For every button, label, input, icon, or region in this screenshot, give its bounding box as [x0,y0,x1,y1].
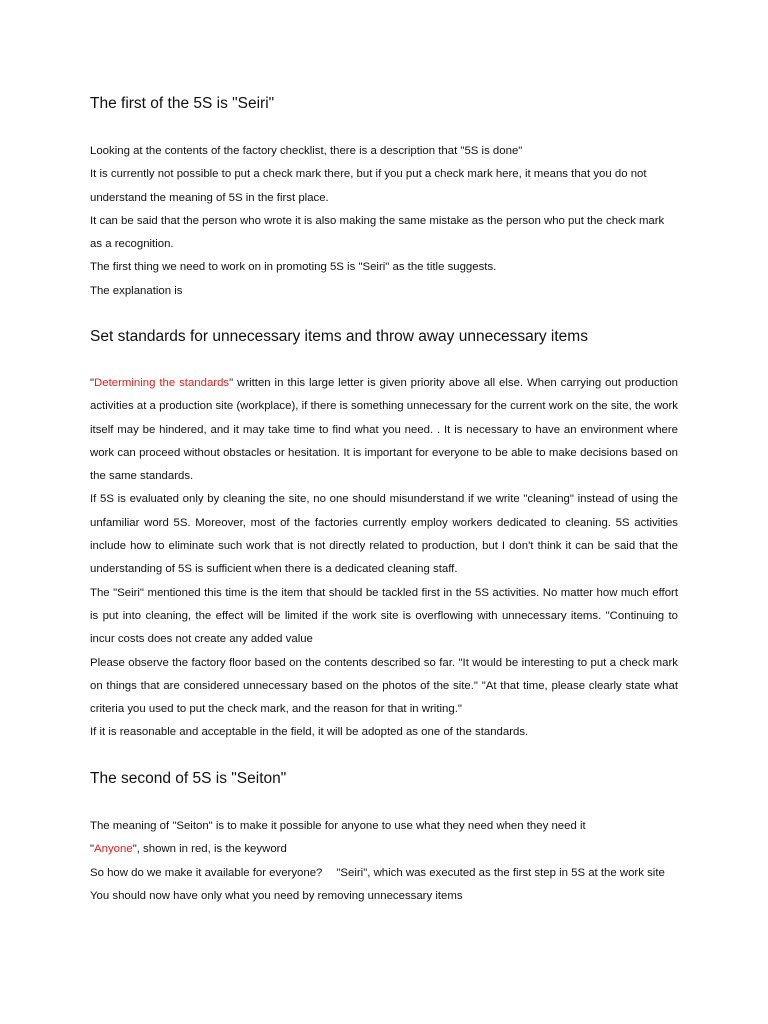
paragraph: Please observe the factory floor based on the contents described so far. "It would be interesting to put a check mark on things that are considered unnecessary based on the photos of the site." "At that time, please clearly state what criteria you used to put the check mark, and the reason for that in writing." [90,656,678,716]
paragraph-text: " written in this large letter is given priority above all else. When carrying out production activities at a production site (workplace), if there is something unnecessary for the current work on the site, the work itself may be hindered, and it may take time to find what you need. . It is necessary to have an environment where work can proceed without obstacles or hesitation. It is important for everyone to be able to make decisions based on the same standards. [90,377,678,483]
paragraph: If it is reasonable and acceptable in the field, it will be adopted as one of the standards. [90,726,529,739]
highlight-keyword: Anyone [94,843,133,856]
section-heading-standards: Set standards for unnecessary items and throw away unnecessary items [90,328,588,345]
section-heading-seiri: The first of the 5S is "Seiri" [90,95,275,112]
question-text: So how do we make it available for everyone? [90,866,323,879]
paragraph: You should now have only what you need by removing unnecessary items [90,889,463,902]
paragraph-question [90,862,678,885]
paragraph: If 5S is evaluated only by cleaning the site, no one should misunderstand if we write "cleaning" instead of using the unfamiliar word 5S. Moreover, most of the factories currently employ workers dedicated to cleaning. 5S activities include how to eliminate such work that is not directly related to production, but I don't think it can be said that the understanding of 5S is sufficient when there is a dedicated cleaning staff. [90,493,678,576]
paragraph: The first thing we need to work on in promoting 5S is "Seiri" as the title suggests. [90,261,497,274]
section-body-standards [90,372,678,745]
section-body-seiri [90,140,678,303]
section-body-seiton [90,815,678,908]
section-heading-seiton: The second of 5S is "Seiton" [90,770,287,787]
paragraph-text: ", shown in red, is the keyword [132,843,287,856]
paragraph: Looking at the contents of the factory checklist, there is a description that "5S is done" [90,145,523,157]
quote-mark: " [90,377,95,389]
paragraph-standards-intro [90,372,678,488]
answer-text: "Seiri", which was executed as the first step in 5S at the work site [336,866,665,879]
paragraph-anyone [90,838,678,861]
quote-mark: " [90,843,95,856]
paragraph: The meaning of "Seiton" is to make it possible for anyone to use what they need when they need it [90,820,586,832]
highlight-keyword: Determining the standards [94,377,230,389]
paragraph: The "Seiri" mentioned this time is the item that should be tackled first in the 5S activities. No matter how much effort is put into cleaning, the effect will be limited if the work site is overflowing with unnecessary items. "Continuing to incur costs does not create any added value [90,586,678,646]
paragraph: It is currently not possible to put a check mark there, but if you put a check mark here, it means that you do not understand the meaning of 5S in the first place. [90,168,647,204]
paragraph: The explanation is [90,284,183,297]
paragraph: It can be said that the person who wrote it is also making the same mistake as the person who put the check mark as a recognition. [90,214,665,251]
